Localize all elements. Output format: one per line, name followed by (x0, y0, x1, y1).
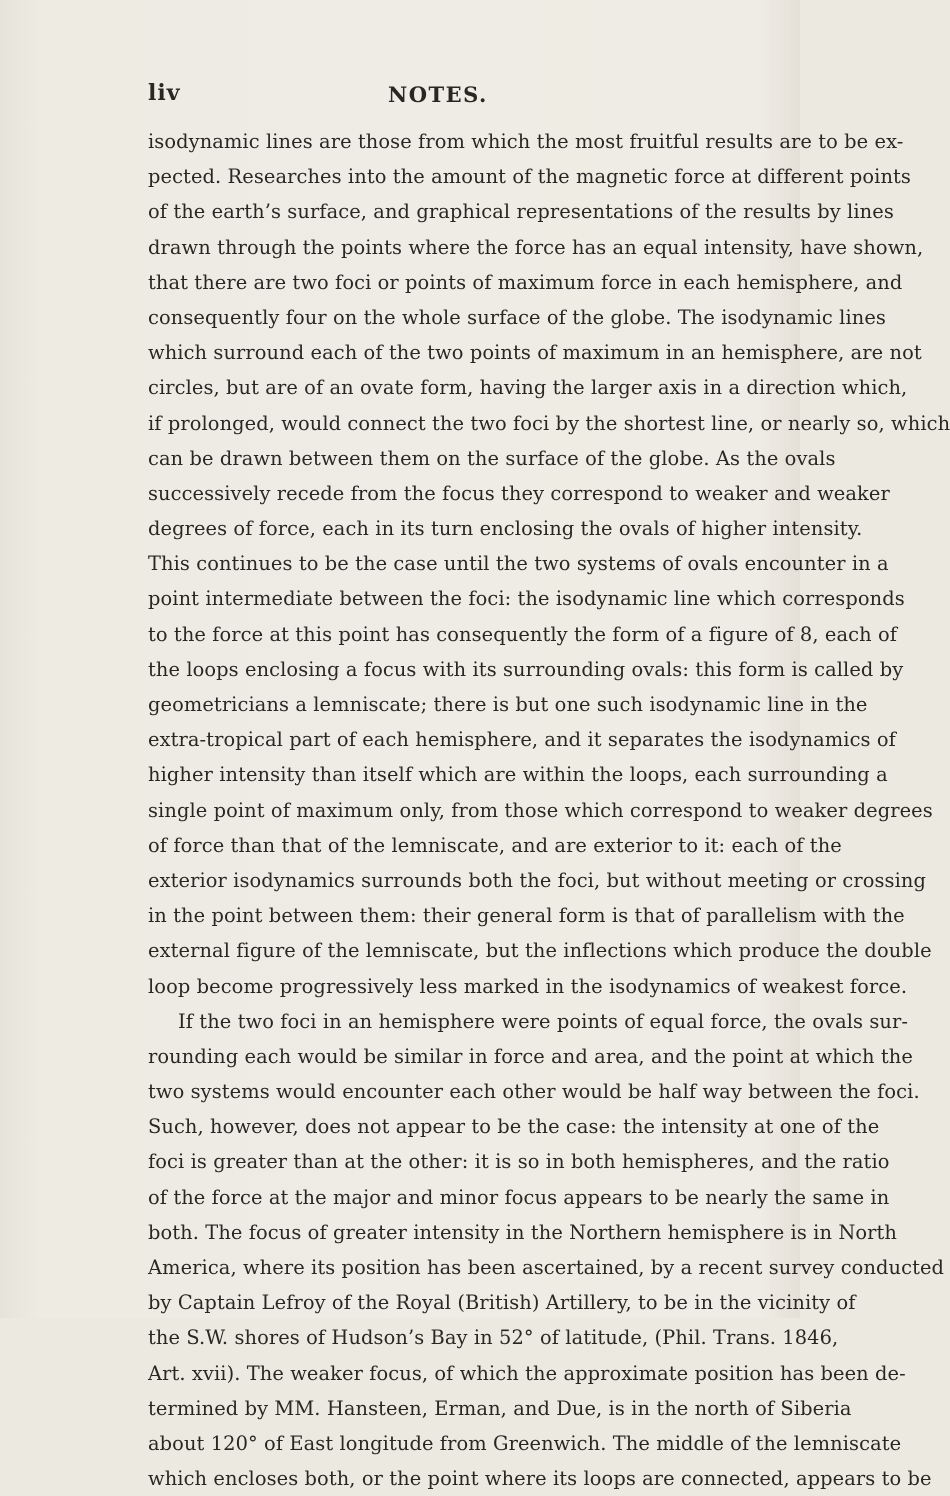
text-line: termined by MM. Hansteen, Erman, and Due, is in the north of Siberia (148, 1396, 852, 1420)
page-number: liv (148, 80, 181, 106)
text-line: higher intensity than itself which are within the loops, each surrounding a (148, 763, 888, 787)
text-line: both. The focus of greater intensity in the Northern hemisphere is in North (148, 1220, 898, 1244)
text-line: loop become progressively less marked in the isodynamics of weakest force. (148, 974, 908, 998)
text-line: foci is greater than at the other: it is so in both hemispheres, and the ratio (148, 1150, 890, 1174)
text-line: the loops enclosing a focus with its surrounding ovals: this form is called by (148, 657, 904, 681)
text-line: drawn through the points where the force has an equal intensity, have shown, (148, 235, 924, 259)
text-line: isodynamic lines are those from which the most fruitful results are to be ex- (148, 130, 904, 153)
text-line: Such, however, does not appear to be the case: the intensity at one of the (148, 1115, 880, 1139)
text-line: in the point between them: their general form is that of parallelism with the (148, 904, 905, 928)
text-line: that there are two foci or points of maximum force in each hemisphere, and (148, 270, 903, 294)
text-line: of the earth’s surface, and graphical representations of the results by lines (148, 200, 894, 224)
text-line: exterior isodynamics surrounds both the foci, but without meeting or crossing (148, 868, 926, 892)
text-line: circles, but are of an ovate form, having the larger axis in a direction which, (148, 376, 908, 400)
text-line: successively recede from the focus they correspond to weaker and weaker (148, 481, 890, 505)
text-line: can be drawn between them on the surface of the globe. As the ovals (148, 446, 836, 470)
text-line: pected. Researches into the amount of the magnetic force at different points (148, 165, 911, 189)
text-line: the S.W. shores of Hudson’s Bay in 52° of latitude, (Phil. Trans. 1846, (148, 1326, 839, 1350)
text-line: two systems would encounter each other would be half way between the foci. (148, 1080, 920, 1104)
text-line: rounding each would be similar in force and area, and the point at which the (148, 1044, 913, 1068)
text-line: by Captain Lefroy of the Royal (British) Artillery, to be in the vicinity of (148, 1291, 856, 1315)
text-line: This continues to be the case until the two systems of ovals encounter in a (148, 552, 889, 576)
text-line: of the force at the major and minor focus appears to be nearly the same in (148, 1185, 890, 1209)
text-line: degrees of force, each in its turn enclosing the ovals of higher intensity. (148, 517, 863, 541)
text-line: which surround each of the two points of maximum in an hemisphere, are not (148, 341, 922, 365)
text-line: geometricians a lemniscate; there is but one such isodynamic line in the (148, 693, 868, 716)
text-line: about 120° of East longitude from Greenwich. The middle of the lemniscate (148, 1431, 902, 1455)
running-head: NOTES. (388, 82, 488, 107)
page-header (148, 80, 688, 110)
text-line: of force than that of the lemniscate, and are exterior to it: each of the (148, 833, 842, 857)
text-line: consequently four on the whole surface of the globe. The isodynamic lines (148, 305, 886, 329)
body-text (148, 124, 950, 1496)
text-line: to the force at this point has consequently the form of a figure of 8, each of (148, 622, 897, 646)
text-line: external figure of the lemniscate, but the inflections which produce the double (148, 939, 932, 963)
text-line: Art. xvii). The weaker focus, of which the approximate position has been de- (148, 1361, 906, 1385)
text-line: which encloses both, or the point where its loops are connected, appears to be (148, 1467, 932, 1491)
text-line: America, where its position has been ascertained, by a recent survey conducted (148, 1256, 945, 1279)
text-line: single point of maximum only, from those which correspond to weaker degrees (148, 798, 933, 822)
text-line: point intermediate between the foci: the isodynamic line which corresponds (148, 587, 905, 611)
text-line: if prolonged, would connect the two foci by the shortest line, or nearly so, which (148, 411, 950, 435)
text-line: extra-tropical part of each hemisphere, and it separates the isodynamics of (148, 728, 896, 752)
text-line: If the two foci in an hemisphere were points of equal force, the ovals sur- (178, 1009, 909, 1033)
